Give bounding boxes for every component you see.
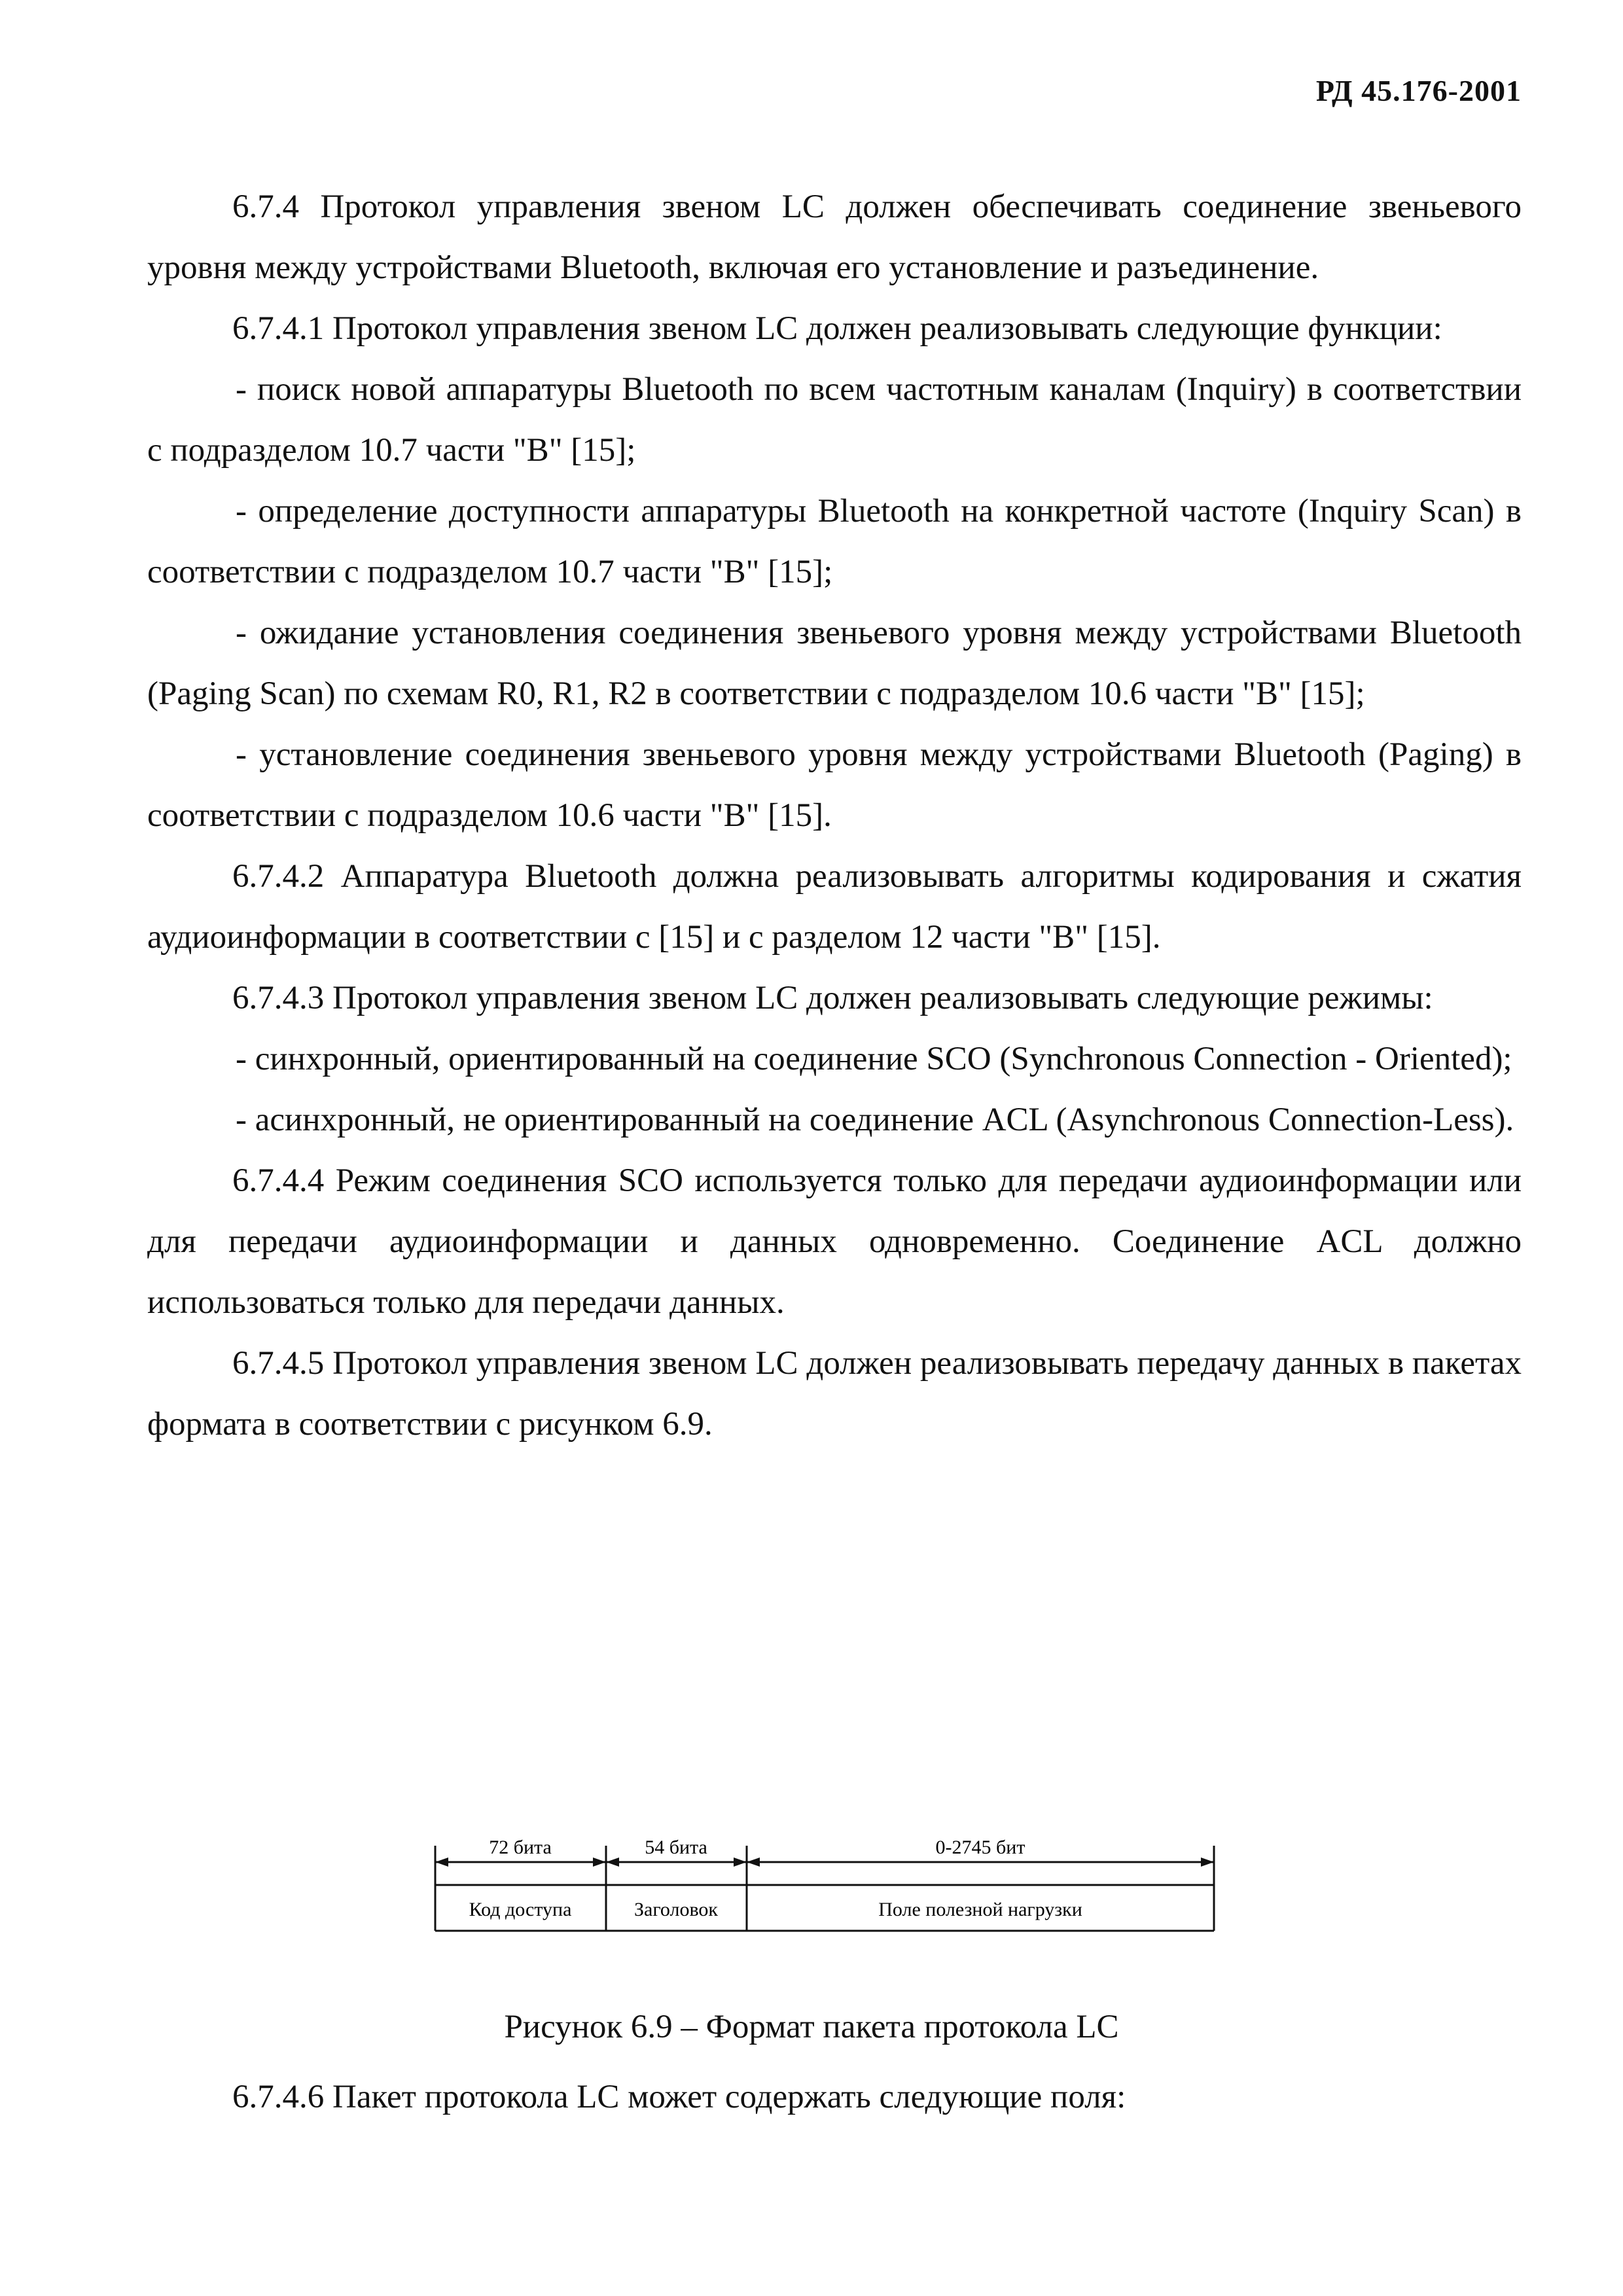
paragraph-6-7-4-2: 6.7.4.2 Аппаратура Bluetooth должна реализовывать алгоритмы кодирования и сжатия аудиоинформации в соответствии с [15] и с разделом 12 части "B" [15].: [147, 858, 1522, 956]
figure-caption: Рисунок 6.9 – Формат пакета протокола LC: [504, 2009, 1119, 2045]
packet-format-figure: [432, 1826, 1217, 1957]
arrowhead: [1201, 1857, 1214, 1867]
paragraph-6-7-4: 6.7.4 Протокол управления звеном LC должен обеспечивать соединение звеньевого уровня между устройствами Bluetooth, включая его установление и разъединение.: [147, 188, 1522, 286]
size-label-header: 54 бита: [645, 1837, 707, 1858]
body-text: [147, 177, 1522, 1455]
document-code: РД 45.176-2001: [1315, 74, 1522, 107]
paragraph-6-7-4-1: 6.7.4.1 Протокол управления звеном LC должен реализовывать следующие функции:: [232, 310, 1442, 347]
packet-format-diagram: [432, 1826, 1217, 1957]
paragraph-6-7-4-3: 6.7.4.3 Протокол управления звеном LC должен реализовывать следующие режимы:: [232, 980, 1433, 1016]
paragraph-6-7-4-5: 6.7.4.5 Протокол управления звеном LC должен реализовывать передачу данных в пакетах формата в соответствии с рисунком 6.9.: [147, 1345, 1522, 1443]
arrowhead: [747, 1857, 760, 1867]
paragraph-6-7-4-6: 6.7.4.6 Пакет протокола LC может содержать следующие поля:: [232, 2079, 1126, 2115]
list-item: - ожидание установления соединения звеньевого уровня между устройствами Bluetooth (Paging Scan) по схемам R0, R1, R2 в соответствии с подразделом 10.6 части "B" [15];: [147, 615, 1522, 712]
list-item: - определение доступности аппаратуры Bluetooth на конкретной частоте (Inquiry Scan) в соответствии с подразделом 10.7 части "B" [15];: [147, 493, 1522, 590]
size-label-payload: 0-2745 бит: [935, 1837, 1026, 1858]
arrowhead: [593, 1857, 606, 1867]
list-item: - асинхронный, не ориентированный на соединение ACL (Asynchronous Connection-Less).: [236, 1102, 1514, 1138]
arrowhead: [606, 1857, 619, 1867]
list-item: - установление соединения звеньевого уровня между устройствами Bluetooth (Paging) в соответствии с подразделом 10.6 части "B" [15].: [147, 736, 1522, 834]
paragraph-6-7-4-4: 6.7.4.4 Режим соединения SCO используется только для передачи аудиоинформации или для передачи аудиоинформации и данных одновременно. Соединение ACL должно использоваться только для передачи данных.: [147, 1162, 1522, 1321]
list-item: - поиск новой аппаратуры Bluetooth по всем частотным каналам (Inquiry) в соответствии с подразделом 10.7 части "B" [15];: [147, 371, 1522, 469]
field-payload: Поле полезной нагрузки: [878, 1899, 1082, 1920]
arrowhead: [435, 1857, 448, 1867]
field-access-code: Код доступа: [469, 1899, 572, 1920]
field-header: Заголовок: [633, 1899, 719, 1920]
list-item: - синхронный, ориентированный на соединение SCO (Synchronous Connection - Oriented);: [236, 1041, 1512, 1077]
arrowhead: [734, 1857, 747, 1867]
size-label-access-code: 72 бита: [489, 1837, 552, 1858]
